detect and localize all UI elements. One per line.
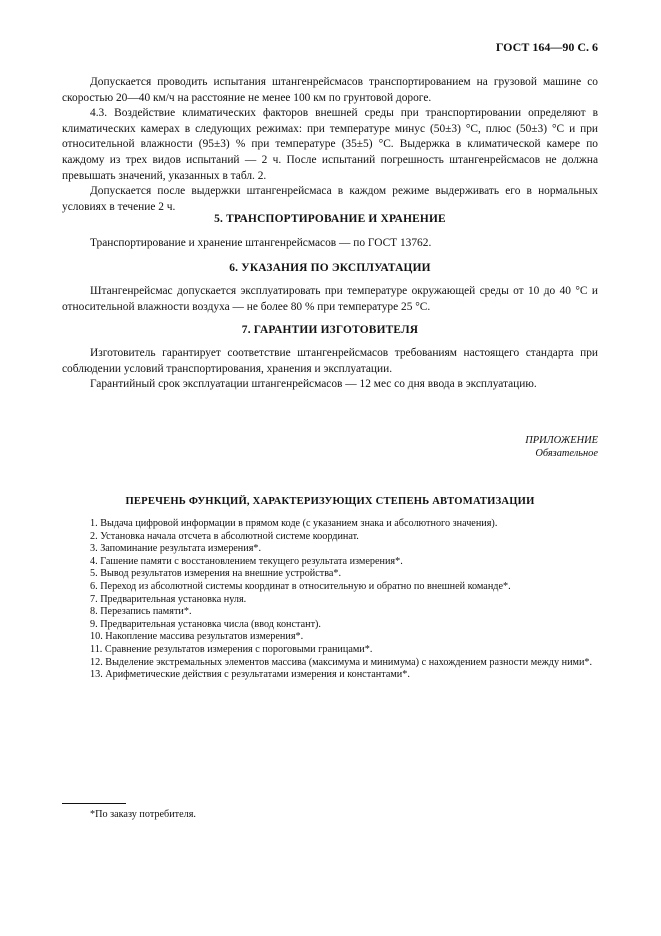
list-item: 5. Вывод результатов измерения на внешние устройства*.: [90, 568, 342, 580]
list-item: 6. Переход из абсолютной системы координат в относительную и обратно по внешней команде*.: [90, 580, 511, 592]
paragraph: 4.3. Воздействие климатических факторов внешней среды при транспортировании определяют в климатических камерах в следующих режимах: при температуре минус (50±3) °С, плюс (50±3) °С и при относительной влажности (95±3) % при температуре (35±5) °С. Выдержка в климатической камере по каждому из трех видов испытаний — 2 ч. После испытаний погрешность штангенрейсмасов не должна превышать значений, указанных в табл. 2.: [62, 107, 598, 182]
paragraph: Транспортирование и хранение штангенрейсмасов — по ГОСТ 13762.: [90, 237, 432, 249]
appendix-status: Обязательное: [535, 448, 598, 459]
list-item: 1. Выдача цифровой информации в прямом коде (с указанием знака и абсолютного значения).: [90, 518, 498, 529]
footnote: *По заказу потребителя.: [90, 809, 196, 820]
section-7-heading: 7. ГАРАНТИИ ИЗГОТОВИТЕЛЯ: [241, 324, 419, 336]
paragraph: Допускается после выдержки штангенрейсмаса в каждом режиме выдерживать его в нормальных условиях в течение 2 ч.: [62, 185, 598, 213]
list-item: 11. Сравнение результатов измерения с пороговыми границами*.: [90, 643, 373, 655]
paragraph: Гарантийный срок эксплуатации штангенрейсмасов — 12 мес со дня ввода в эксплуатацию.: [90, 378, 537, 391]
section-6-text: [62, 284, 598, 315]
footnote-divider: [62, 803, 126, 804]
appendix-label: ПРИЛОЖЕНИЕ: [525, 435, 598, 446]
list-item: 2. Установка начала отсчета в абсолютной системе координат.: [90, 530, 359, 542]
section-7-text: [62, 346, 598, 393]
list-item: 9. Предварительная установка числа (ввод констант).: [90, 618, 321, 630]
list-item: 10. Накопление массива результатов измерения*.: [90, 631, 304, 643]
paragraph: Штангенрейсмас допускается эксплуатировать при температуре окружающей среды от 10 до 40 °С и относительной влажности воздуха — не более 80 % при температуре 25 °С.: [62, 285, 598, 313]
list-item: 3. Запоминание результата измерения*.: [90, 543, 262, 555]
section-4-text: [62, 75, 598, 215]
running-header: ГОСТ 164—90 С. 6: [495, 40, 598, 54]
section-5-heading: 5. ТРАНСПОРТИРОВАНИЕ И ХРАНЕНИЕ: [214, 213, 446, 225]
section-5-text: [62, 236, 598, 252]
section-6-heading: 6. УКАЗАНИЯ ПО ЭКСПЛУАТАЦИИ: [229, 262, 431, 274]
list-item: 12. Выделение экстремальных элементов массива (максимума и минимума) с нахождением разности между ними*.: [90, 656, 593, 668]
list-item: 8. Перезапись памяти*.: [90, 606, 192, 618]
list-item: 13. Арифметические действия с результатами измерения и константами*.: [90, 669, 410, 681]
appendix-title: ПЕРЕЧЕНЬ ФУНКЦИЙ, ХАРАКТЕРИЗУЮЩИХ СТЕПЕНЬ АВТОМАТИЗАЦИИ: [125, 496, 535, 507]
paragraph: Изготовитель гарантирует соответствие штангенрейсмасов требованиям настоящего стандарта при соблюдении условий транспортирования, хранения и эксплуатации.: [62, 347, 598, 375]
list-item: 7. Предварительная установка нуля.: [90, 593, 247, 605]
paragraph: Допускается проводить испытания штангенрейсмасов транспортированием на грузовой машине со скоростью 20—40 км/ч на расстояние не менее 100 км по грунтовой дороге.: [62, 76, 598, 104]
function-list: [62, 518, 598, 682]
list-item: 4. Гашение памяти с восстановлением текущего результата измерения*.: [90, 555, 403, 567]
